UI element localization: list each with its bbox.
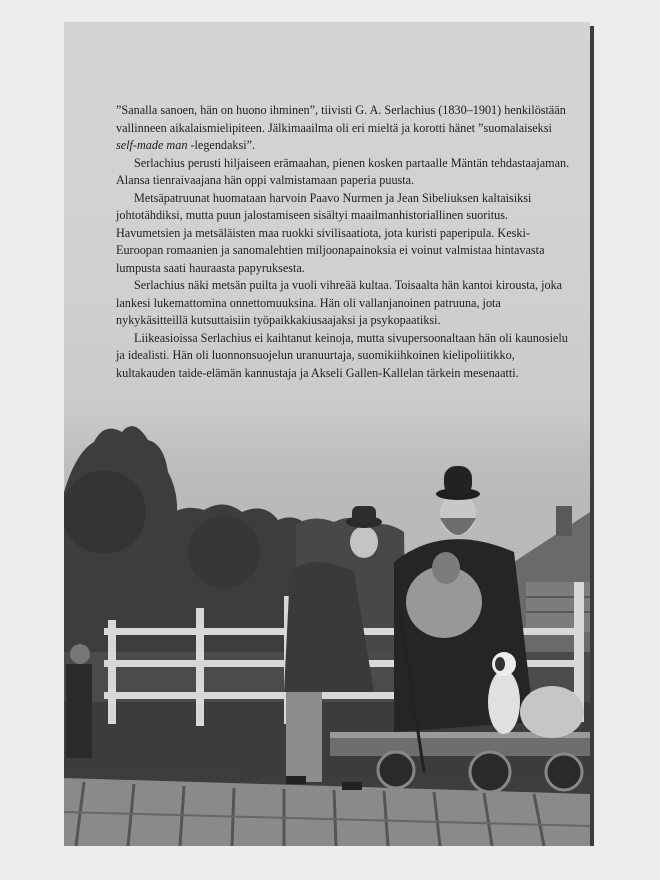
blurb-paragraph-4: Serlachius näki metsän puilta ja vuoli vihreää kultaa. Toisaalta hän kantoi kirousta, joka lankesi lukemattomina onnettomuuksina. Hän oli vallanjanoinen patruuna, jota nykykäsitteillä kutsuttaisiin työpaikkakiusaajaksi ja psykopaatiksi. <box>116 278 563 327</box>
blurb-text <box>116 102 572 382</box>
blurb-p1-part-2: -legendaksi”. <box>187 138 256 152</box>
blurb-p1-part-1: ”Sanalla sanoen, hän on huono ihminen”, tiivisti G. A. Serlachius (1830–1901) henkilöstään vallinneen aikalaismielipiteen. Jälkimaailma oli eri mieltä ja korotti hänet ”suomalaiseksi <box>116 103 566 135</box>
book-back-cover <box>64 22 590 846</box>
blurb-paragraph-3: Metsäpatruunat huomataan harvoin Paavo Nurmen ja Jean Sibeliuksen kaltaisiksi johtotähdiksi, mutta puun jalostamiseen sisältyi maailmanhistoriallinen suoritus. Havumetsien ja metsäläisten maa ruokki sivilisaatiota, jota kuristi paperipula. Keski-Euroopan romaanien ja sanomalehtien miljoonapainoksia ei voinut valmistaa hintavasta lumpusta saati hauraasta papyruksesta. <box>116 190 545 275</box>
blurb-paragraph-2: Serlachius perusti hiljaiseen erämaahan, pienen kosken partaalle Mäntän tehdastaajaman. Alansa tienraivaajana hän oppi valmistamaan paperia puusta. <box>116 155 570 187</box>
vintage-photo <box>64 402 590 846</box>
photo-boardwalk <box>64 770 590 846</box>
blurb-paragraph-5: Liikeasioissa Serlachius ei kaihtanut keinoja, mutta sivupersoonaltaan hän oli kaunosielu ja idealisti. Hän oli luonnonsuojelun uranuurtaja, suomikiihkoinen kielipoliitikko, kultakauden taide-elämän kannustaja ja Akseli Gallen-Kallelan tärkein mesenaatti. <box>116 330 568 380</box>
blurb-p1-italic: self-made man <box>116 138 188 152</box>
blurb-paragraph-1 <box>116 102 572 155</box>
